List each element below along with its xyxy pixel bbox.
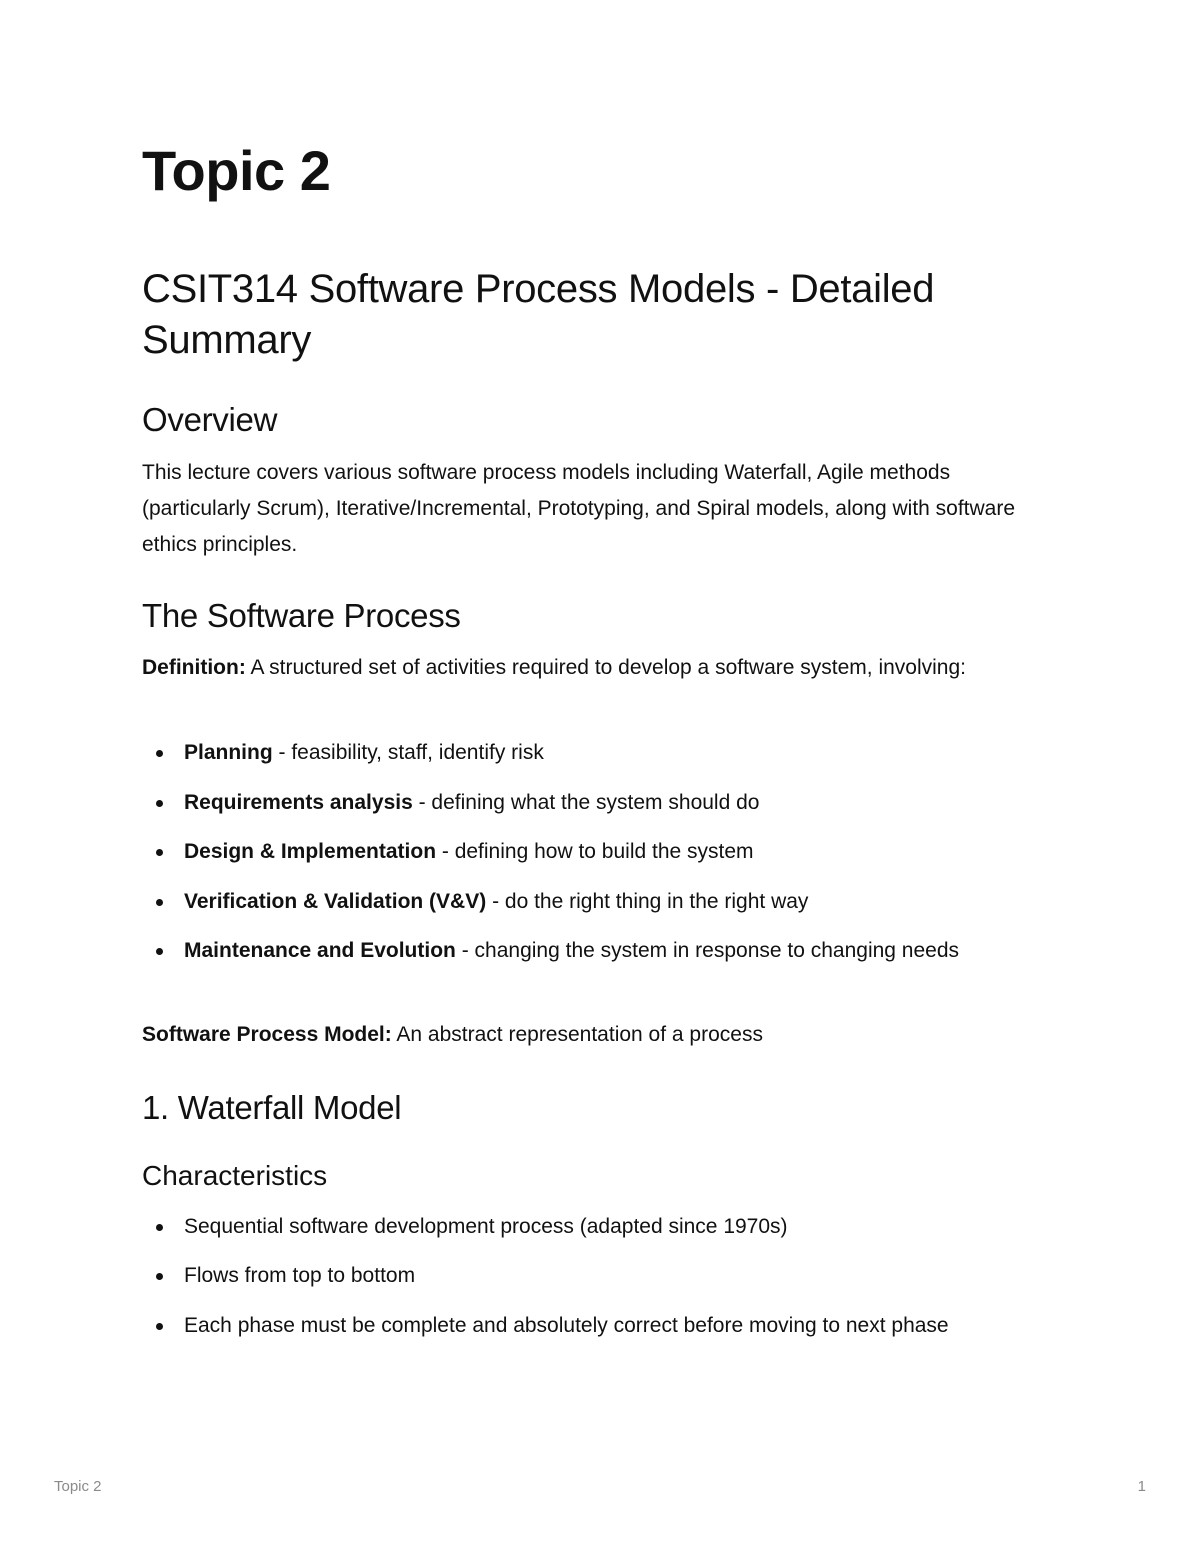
activity-term: Maintenance and Evolution <box>184 939 456 962</box>
list-item <box>142 933 1032 969</box>
list-item <box>142 1209 1032 1245</box>
activity-desc: - feasibility, staff, identify risk <box>272 741 544 764</box>
process-model-label: Software Process Model: <box>142 1023 392 1046</box>
bullet-icon <box>156 750 163 757</box>
activity-desc: - do the right thing in the right way <box>486 890 809 913</box>
main-heading: CSIT314 Software Process Models - Detailed Summary <box>142 267 935 362</box>
list-item <box>142 735 1032 771</box>
characteristic-text: Each phase must be complete and absolutely correct before moving to next phase <box>184 1314 949 1337</box>
activity-term: Requirements analysis <box>184 791 413 814</box>
definition-text: A structured set of activities required to develop a software system, involving: <box>245 656 966 679</box>
bullet-icon <box>156 800 163 807</box>
page-title: Topic 2 <box>142 139 331 202</box>
activities-list <box>142 735 1032 969</box>
definition-paragraph <box>142 650 1032 686</box>
list-item <box>142 884 1032 920</box>
footer-document-title: Topic 2 <box>54 1478 102 1495</box>
bullet-icon <box>156 1323 163 1330</box>
activity-desc: - defining how to build the system <box>436 840 754 863</box>
activity-desc: - changing the system in response to changing needs <box>455 939 960 962</box>
definition-label: Definition: <box>142 656 246 679</box>
activity-desc: - defining what the system should do <box>412 791 760 814</box>
process-model-text: An abstract representation of a process <box>391 1023 763 1046</box>
software-process-heading: The Software Process <box>142 597 461 634</box>
characteristic-text: Flows from top to bottom <box>184 1264 416 1287</box>
activity-term: Planning <box>184 741 273 764</box>
bullet-icon <box>156 1224 163 1231</box>
activity-term: Verification & Validation (V&V) <box>184 890 487 913</box>
bullet-icon <box>156 849 163 856</box>
activity-term: Design & Implementation <box>184 840 437 863</box>
bullet-icon <box>156 899 163 906</box>
list-item <box>142 1308 1032 1344</box>
list-item <box>142 834 1032 870</box>
footer-page-number: 1 <box>1137 1478 1146 1495</box>
bullet-icon <box>156 1273 163 1280</box>
bullet-icon <box>156 948 163 955</box>
characteristics-list <box>142 1209 1032 1344</box>
characteristic-text: Sequential software development process (adapted since 1970s) <box>184 1215 788 1238</box>
overview-paragraph: This lecture covers various software process models including Waterfall, Agile methods (particularly Scrum), Iterative/Incremental, Prototyping, and Spiral models, along with software ethics principles. <box>142 461 1016 556</box>
overview-heading: Overview <box>142 401 278 438</box>
list-item <box>142 1258 1032 1294</box>
process-model-paragraph <box>142 1017 1032 1053</box>
list-item <box>142 785 1032 821</box>
waterfall-heading: 1. Waterfall Model <box>142 1089 402 1126</box>
characteristics-heading: Characteristics <box>142 1160 328 1191</box>
